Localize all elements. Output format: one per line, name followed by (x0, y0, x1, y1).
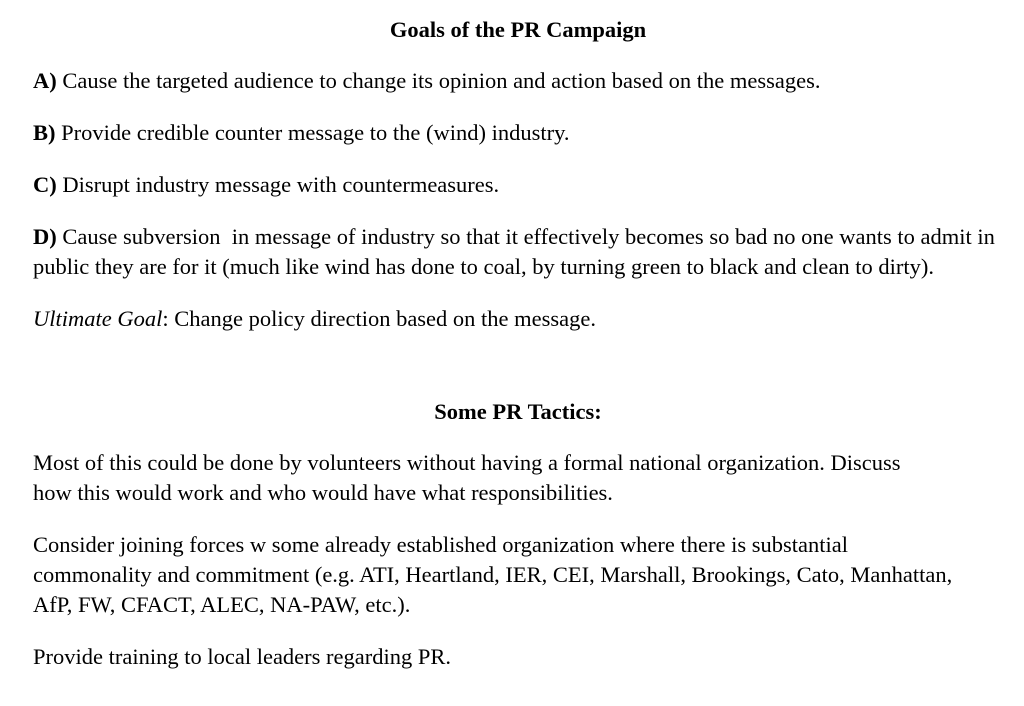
tactic-paragraph: Consider joining forces w some already established organization where there is substantial commonality and commitment (e.g. ATI, Heartland, IER, CEI, Marshall, Brookings, Cato, Manhattan, AfP, FW, CFACT, ALEC, NA-PAW, etc.). (33, 532, 953, 617)
tactic-paragraph: Provide training to local leaders regarding PR. (33, 644, 452, 669)
goal-letter: B) (33, 120, 56, 145)
tactics-heading: Some PR Tactics: (434, 399, 602, 424)
goal-text: Cause the targeted audience to change its opinion and action based on the messages. (56, 68, 821, 93)
goals-heading: Goals of the PR Campaign (389, 17, 647, 42)
goal-letter: A) (33, 68, 57, 93)
goal-letter: D) (33, 224, 57, 249)
ultimate-goal-text: : Change policy direction based on the message. (162, 306, 597, 331)
goal-a (33, 66, 1003, 96)
goal-letter: C) (33, 172, 57, 197)
goal-b (33, 118, 1003, 148)
tactic-paragraph: Most of this could be done by volunteers without having a formal national organization. Discuss how this would work and who would have what responsibilities. (33, 450, 901, 505)
ultimate-goal (33, 304, 1003, 334)
goal-text: Disrupt industry message with countermeasures. (56, 172, 500, 197)
goal-text: Cause subversion in message of industry so that it effectively becomes so bad no one wants to admit in public they are for it (much like wind has done to coal, by turning green to black and clean to dirty). (33, 224, 1001, 279)
goal-d (33, 222, 1003, 282)
ultimate-goal-label: Ultimate Goal (33, 306, 163, 331)
goal-c (33, 170, 1003, 200)
goal-text: Provide credible counter message to the (wind) industry. (55, 120, 570, 145)
document-page (33, 14, 1003, 694)
